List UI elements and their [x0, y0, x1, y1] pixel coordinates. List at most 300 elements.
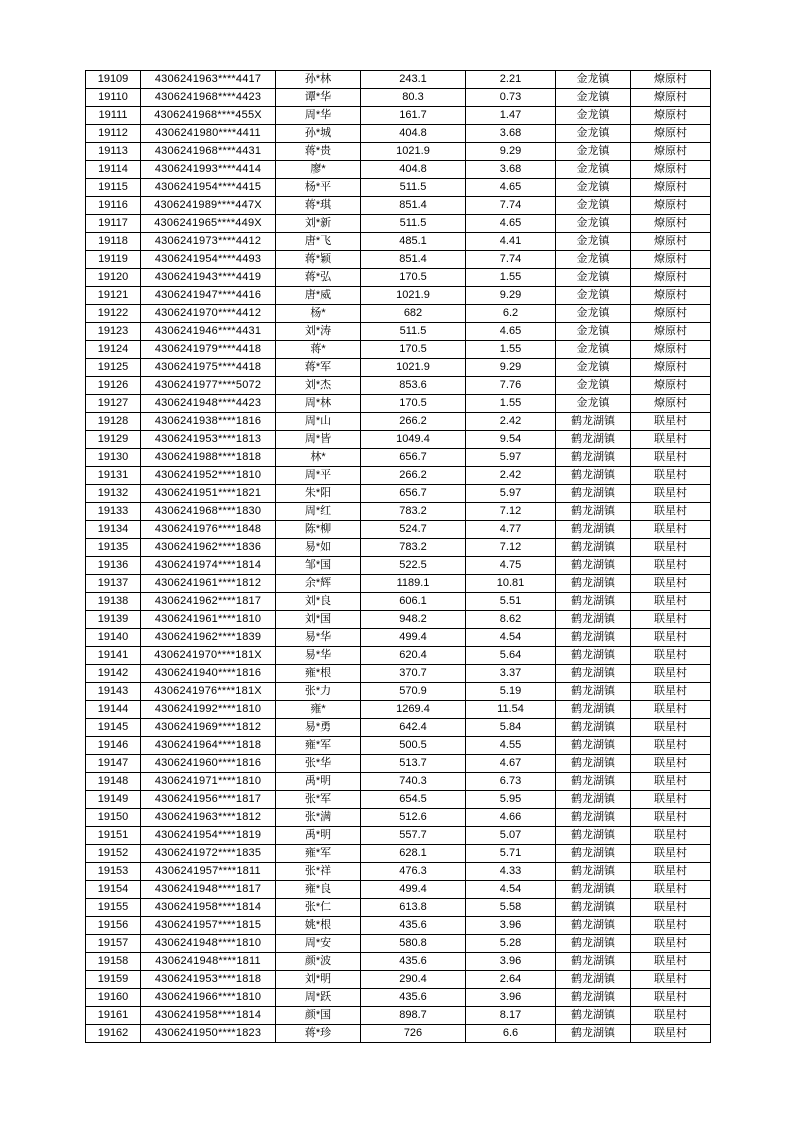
cell-town: 鹤龙湖镇 [556, 755, 631, 773]
cell-name: 张*满 [276, 809, 361, 827]
cell-serial: 19139 [86, 611, 141, 629]
cell-serial: 19150 [86, 809, 141, 827]
cell-id_number: 4306241957****1815 [141, 917, 276, 935]
cell-amount: 1021.9 [361, 143, 466, 161]
cell-serial: 19126 [86, 377, 141, 395]
cell-amount: 726 [361, 1025, 466, 1043]
cell-amount: 853.6 [361, 377, 466, 395]
cell-village: 燎原村 [631, 233, 711, 251]
cell-rate: 11.54 [466, 701, 556, 719]
cell-village: 联星村 [631, 701, 711, 719]
cell-village: 燎原村 [631, 215, 711, 233]
table-row [86, 161, 711, 179]
table-row [86, 557, 711, 575]
cell-id_number: 4306241954****1819 [141, 827, 276, 845]
cell-town: 鹤龙湖镇 [556, 899, 631, 917]
cell-town: 鹤龙湖镇 [556, 989, 631, 1007]
table-row [86, 791, 711, 809]
cell-amount: 290.4 [361, 971, 466, 989]
cell-id_number: 4306241973****4412 [141, 233, 276, 251]
cell-serial: 19140 [86, 629, 141, 647]
cell-village: 燎原村 [631, 161, 711, 179]
cell-amount: 499.4 [361, 629, 466, 647]
cell-rate: 5.64 [466, 647, 556, 665]
cell-name: 周*山 [276, 413, 361, 431]
table-row [86, 611, 711, 629]
cell-village: 燎原村 [631, 197, 711, 215]
cell-town: 鹤龙湖镇 [556, 413, 631, 431]
cell-serial: 19136 [86, 557, 141, 575]
cell-village: 联星村 [631, 971, 711, 989]
cell-rate: 3.96 [466, 917, 556, 935]
cell-town: 鹤龙湖镇 [556, 611, 631, 629]
cell-town: 金龙镇 [556, 359, 631, 377]
cell-id_number: 4306241972****1835 [141, 845, 276, 863]
cell-amount: 570.9 [361, 683, 466, 701]
table-row [86, 467, 711, 485]
cell-town: 金龙镇 [556, 197, 631, 215]
cell-serial: 19130 [86, 449, 141, 467]
cell-amount: 898.7 [361, 1007, 466, 1025]
cell-village: 联星村 [631, 845, 711, 863]
cell-village: 联星村 [631, 431, 711, 449]
cell-town: 鹤龙湖镇 [556, 521, 631, 539]
cell-town: 鹤龙湖镇 [556, 701, 631, 719]
cell-name: 蒋*弘 [276, 269, 361, 287]
cell-id_number: 4306241970****181X [141, 647, 276, 665]
subsidy-table [85, 70, 711, 1043]
cell-amount: 485.1 [361, 233, 466, 251]
cell-rate: 4.65 [466, 323, 556, 341]
cell-rate: 5.07 [466, 827, 556, 845]
cell-name: 余*辉 [276, 575, 361, 593]
cell-rate: 4.67 [466, 755, 556, 773]
cell-village: 燎原村 [631, 143, 711, 161]
cell-name: 周*平 [276, 467, 361, 485]
table-row [86, 773, 711, 791]
cell-rate: 5.19 [466, 683, 556, 701]
cell-name: 易*如 [276, 539, 361, 557]
cell-town: 鹤龙湖镇 [556, 467, 631, 485]
cell-name: 蒋*军 [276, 359, 361, 377]
cell-rate: 4.66 [466, 809, 556, 827]
cell-village: 联星村 [631, 917, 711, 935]
cell-amount: 1269.4 [361, 701, 466, 719]
table-row [86, 809, 711, 827]
cell-rate: 6.6 [466, 1025, 556, 1043]
cell-village: 联星村 [631, 647, 711, 665]
cell-village: 联星村 [631, 521, 711, 539]
cell-town: 鹤龙湖镇 [556, 539, 631, 557]
table-row [86, 935, 711, 953]
cell-serial: 19116 [86, 197, 141, 215]
cell-town: 鹤龙湖镇 [556, 1025, 631, 1043]
cell-id_number: 4306241964****1818 [141, 737, 276, 755]
cell-id_number: 4306241953****1818 [141, 971, 276, 989]
cell-village: 联星村 [631, 539, 711, 557]
cell-town: 金龙镇 [556, 179, 631, 197]
cell-serial: 19162 [86, 1025, 141, 1043]
cell-rate: 2.21 [466, 71, 556, 89]
cell-rate: 1.55 [466, 395, 556, 413]
table-row [86, 341, 711, 359]
table-row [86, 413, 711, 431]
table-row [86, 629, 711, 647]
table-row [86, 233, 711, 251]
cell-serial: 19125 [86, 359, 141, 377]
cell-amount: 476.3 [361, 863, 466, 881]
cell-serial: 19119 [86, 251, 141, 269]
cell-id_number: 4306241948****1811 [141, 953, 276, 971]
table-row [86, 593, 711, 611]
cell-id_number: 4306241940****1816 [141, 665, 276, 683]
cell-town: 鹤龙湖镇 [556, 503, 631, 521]
cell-amount: 851.4 [361, 251, 466, 269]
cell-village: 联星村 [631, 953, 711, 971]
cell-serial: 19141 [86, 647, 141, 665]
table-row [86, 989, 711, 1007]
cell-town: 鹤龙湖镇 [556, 719, 631, 737]
cell-serial: 19145 [86, 719, 141, 737]
cell-rate: 9.29 [466, 359, 556, 377]
cell-rate: 5.97 [466, 449, 556, 467]
cell-rate: 3.68 [466, 161, 556, 179]
table-row [86, 269, 711, 287]
cell-name: 蒋*珍 [276, 1025, 361, 1043]
cell-id_number: 4306241975****4418 [141, 359, 276, 377]
cell-rate: 9.54 [466, 431, 556, 449]
cell-amount: 511.5 [361, 323, 466, 341]
cell-amount: 851.4 [361, 197, 466, 215]
table-row [86, 917, 711, 935]
cell-id_number: 4306241946****4431 [141, 323, 276, 341]
cell-id_number: 4306241948****1810 [141, 935, 276, 953]
cell-name: 禹*明 [276, 827, 361, 845]
cell-id_number: 4306241938****1816 [141, 413, 276, 431]
cell-serial: 19118 [86, 233, 141, 251]
cell-village: 联星村 [631, 881, 711, 899]
table-row [86, 89, 711, 107]
cell-town: 鹤龙湖镇 [556, 647, 631, 665]
cell-rate: 1.47 [466, 107, 556, 125]
cell-amount: 948.2 [361, 611, 466, 629]
cell-town: 金龙镇 [556, 305, 631, 323]
cell-rate: 0.73 [466, 89, 556, 107]
table-row [86, 701, 711, 719]
cell-name: 张*力 [276, 683, 361, 701]
cell-serial: 19153 [86, 863, 141, 881]
cell-amount: 656.7 [361, 449, 466, 467]
table-row [86, 251, 711, 269]
table-row [86, 845, 711, 863]
table-row [86, 179, 711, 197]
cell-town: 鹤龙湖镇 [556, 593, 631, 611]
cell-id_number: 4306241961****1810 [141, 611, 276, 629]
cell-name: 蒋*颖 [276, 251, 361, 269]
cell-rate: 5.95 [466, 791, 556, 809]
cell-name: 易*勇 [276, 719, 361, 737]
cell-village: 联星村 [631, 791, 711, 809]
cell-id_number: 4306241979****4418 [141, 341, 276, 359]
cell-id_number: 4306241969****1812 [141, 719, 276, 737]
cell-town: 金龙镇 [556, 323, 631, 341]
cell-serial: 19109 [86, 71, 141, 89]
table-row [86, 647, 711, 665]
cell-village: 联星村 [631, 557, 711, 575]
cell-village: 联星村 [631, 485, 711, 503]
table-row [86, 485, 711, 503]
cell-id_number: 4306241958****1814 [141, 899, 276, 917]
cell-serial: 19128 [86, 413, 141, 431]
cell-name: 刘*新 [276, 215, 361, 233]
cell-id_number: 4306241962****1817 [141, 593, 276, 611]
table-row [86, 521, 711, 539]
cell-amount: 654.5 [361, 791, 466, 809]
cell-village: 联星村 [631, 737, 711, 755]
cell-serial: 19137 [86, 575, 141, 593]
cell-id_number: 4306241953****1813 [141, 431, 276, 449]
cell-amount: 370.7 [361, 665, 466, 683]
cell-rate: 9.29 [466, 143, 556, 161]
cell-town: 金龙镇 [556, 125, 631, 143]
cell-amount: 243.1 [361, 71, 466, 89]
cell-id_number: 4306241963****4417 [141, 71, 276, 89]
table-row [86, 323, 711, 341]
cell-village: 燎原村 [631, 341, 711, 359]
cell-town: 鹤龙湖镇 [556, 881, 631, 899]
cell-rate: 8.17 [466, 1007, 556, 1025]
cell-name: 唐*威 [276, 287, 361, 305]
cell-town: 鹤龙湖镇 [556, 791, 631, 809]
cell-id_number: 4306241950****1823 [141, 1025, 276, 1043]
cell-town: 金龙镇 [556, 251, 631, 269]
cell-name: 刘*明 [276, 971, 361, 989]
cell-amount: 170.5 [361, 395, 466, 413]
cell-village: 燎原村 [631, 125, 711, 143]
cell-serial: 19123 [86, 323, 141, 341]
cell-serial: 19149 [86, 791, 141, 809]
cell-serial: 19127 [86, 395, 141, 413]
cell-village: 联星村 [631, 773, 711, 791]
cell-town: 鹤龙湖镇 [556, 1007, 631, 1025]
table-row [86, 377, 711, 395]
cell-id_number: 4306241948****4423 [141, 395, 276, 413]
cell-rate: 7.12 [466, 539, 556, 557]
table-row [86, 449, 711, 467]
table-row [86, 575, 711, 593]
cell-serial: 19135 [86, 539, 141, 557]
cell-town: 鹤龙湖镇 [556, 683, 631, 701]
cell-amount: 435.6 [361, 917, 466, 935]
cell-rate: 3.68 [466, 125, 556, 143]
cell-amount: 170.5 [361, 269, 466, 287]
table-row [86, 125, 711, 143]
table-row [86, 431, 711, 449]
cell-id_number: 4306241948****1817 [141, 881, 276, 899]
cell-village: 联星村 [631, 899, 711, 917]
table-row [86, 737, 711, 755]
cell-rate: 7.12 [466, 503, 556, 521]
table-row [86, 953, 711, 971]
cell-rate: 2.42 [466, 467, 556, 485]
cell-serial: 19131 [86, 467, 141, 485]
cell-id_number: 4306241968****4431 [141, 143, 276, 161]
cell-amount: 557.7 [361, 827, 466, 845]
cell-id_number: 4306241965****449X [141, 215, 276, 233]
cell-village: 燎原村 [631, 107, 711, 125]
table-row [86, 827, 711, 845]
table-row [86, 395, 711, 413]
cell-town: 金龙镇 [556, 395, 631, 413]
cell-village: 燎原村 [631, 395, 711, 413]
cell-village: 联星村 [631, 629, 711, 647]
cell-rate: 5.28 [466, 935, 556, 953]
cell-rate: 1.55 [466, 341, 556, 359]
cell-rate: 3.37 [466, 665, 556, 683]
cell-village: 燎原村 [631, 89, 711, 107]
cell-rate: 5.58 [466, 899, 556, 917]
cell-village: 联星村 [631, 719, 711, 737]
cell-serial: 19144 [86, 701, 141, 719]
cell-serial: 19114 [86, 161, 141, 179]
cell-amount: 580.8 [361, 935, 466, 953]
cell-rate: 1.55 [466, 269, 556, 287]
cell-village: 联星村 [631, 935, 711, 953]
cell-amount: 266.2 [361, 413, 466, 431]
cell-id_number: 4306241970****4412 [141, 305, 276, 323]
cell-village: 联星村 [631, 827, 711, 845]
cell-amount: 613.8 [361, 899, 466, 917]
cell-town: 金龙镇 [556, 143, 631, 161]
cell-name: 邹*国 [276, 557, 361, 575]
cell-rate: 2.42 [466, 413, 556, 431]
cell-id_number: 4306241976****1848 [141, 521, 276, 539]
cell-rate: 10.81 [466, 575, 556, 593]
table-row [86, 719, 711, 737]
cell-name: 张*军 [276, 791, 361, 809]
cell-name: 禹*明 [276, 773, 361, 791]
cell-name: 蒋*琪 [276, 197, 361, 215]
cell-amount: 511.5 [361, 215, 466, 233]
cell-serial: 19117 [86, 215, 141, 233]
cell-id_number: 4306241947****4416 [141, 287, 276, 305]
cell-id_number: 4306241962****1839 [141, 629, 276, 647]
cell-name: 易*华 [276, 629, 361, 647]
cell-town: 金龙镇 [556, 71, 631, 89]
cell-serial: 19138 [86, 593, 141, 611]
cell-town: 金龙镇 [556, 89, 631, 107]
cell-name: 刘*杰 [276, 377, 361, 395]
cell-name: 雍*良 [276, 881, 361, 899]
cell-rate: 9.29 [466, 287, 556, 305]
cell-rate: 7.74 [466, 197, 556, 215]
cell-name: 颜*波 [276, 953, 361, 971]
cell-serial: 19129 [86, 431, 141, 449]
cell-name: 孙*林 [276, 71, 361, 89]
table-row [86, 683, 711, 701]
cell-amount: 161.7 [361, 107, 466, 125]
cell-serial: 19148 [86, 773, 141, 791]
cell-id_number: 4306241976****181X [141, 683, 276, 701]
table-row [86, 1025, 711, 1043]
cell-id_number: 4306241977****5072 [141, 377, 276, 395]
cell-rate: 3.96 [466, 953, 556, 971]
cell-serial: 19159 [86, 971, 141, 989]
cell-village: 燎原村 [631, 269, 711, 287]
cell-village: 联星村 [631, 809, 711, 827]
cell-name: 易*华 [276, 647, 361, 665]
cell-amount: 512.6 [361, 809, 466, 827]
cell-village: 联星村 [631, 413, 711, 431]
cell-town: 鹤龙湖镇 [556, 971, 631, 989]
cell-name: 周*华 [276, 107, 361, 125]
cell-id_number: 4306241968****455X [141, 107, 276, 125]
cell-serial: 19112 [86, 125, 141, 143]
cell-town: 鹤龙湖镇 [556, 953, 631, 971]
cell-amount: 682 [361, 305, 466, 323]
cell-rate: 6.2 [466, 305, 556, 323]
cell-id_number: 4306241960****1816 [141, 755, 276, 773]
cell-village: 联星村 [631, 503, 711, 521]
cell-serial: 19142 [86, 665, 141, 683]
cell-serial: 19156 [86, 917, 141, 935]
cell-serial: 19161 [86, 1007, 141, 1025]
cell-id_number: 4306241968****4423 [141, 89, 276, 107]
cell-id_number: 4306241989****447X [141, 197, 276, 215]
cell-serial: 19152 [86, 845, 141, 863]
cell-village: 联星村 [631, 593, 711, 611]
cell-serial: 19124 [86, 341, 141, 359]
table-row [86, 755, 711, 773]
cell-town: 鹤龙湖镇 [556, 485, 631, 503]
cell-town: 金龙镇 [556, 215, 631, 233]
cell-village: 燎原村 [631, 323, 711, 341]
cell-town: 鹤龙湖镇 [556, 917, 631, 935]
cell-rate: 5.97 [466, 485, 556, 503]
cell-town: 鹤龙湖镇 [556, 575, 631, 593]
cell-rate: 5.84 [466, 719, 556, 737]
cell-id_number: 4306241943****4419 [141, 269, 276, 287]
cell-serial: 19111 [86, 107, 141, 125]
cell-village: 燎原村 [631, 377, 711, 395]
cell-town: 鹤龙湖镇 [556, 557, 631, 575]
cell-amount: 511.5 [361, 179, 466, 197]
cell-serial: 19122 [86, 305, 141, 323]
cell-amount: 404.8 [361, 161, 466, 179]
cell-name: 雍*军 [276, 737, 361, 755]
cell-serial: 19147 [86, 755, 141, 773]
cell-rate: 4.65 [466, 179, 556, 197]
cell-amount: 1049.4 [361, 431, 466, 449]
cell-rate: 5.71 [466, 845, 556, 863]
cell-amount: 499.4 [361, 881, 466, 899]
cell-amount: 642.4 [361, 719, 466, 737]
cell-id_number: 4306241993****4414 [141, 161, 276, 179]
table-row [86, 359, 711, 377]
cell-amount: 620.4 [361, 647, 466, 665]
cell-rate: 4.33 [466, 863, 556, 881]
cell-village: 联星村 [631, 755, 711, 773]
cell-amount: 404.8 [361, 125, 466, 143]
cell-name: 雍* [276, 701, 361, 719]
cell-village: 燎原村 [631, 287, 711, 305]
cell-name: 张*仁 [276, 899, 361, 917]
cell-town: 鹤龙湖镇 [556, 809, 631, 827]
cell-town: 鹤龙湖镇 [556, 665, 631, 683]
cell-id_number: 4306241966****1810 [141, 989, 276, 1007]
cell-village: 燎原村 [631, 305, 711, 323]
cell-id_number: 4306241988****1818 [141, 449, 276, 467]
